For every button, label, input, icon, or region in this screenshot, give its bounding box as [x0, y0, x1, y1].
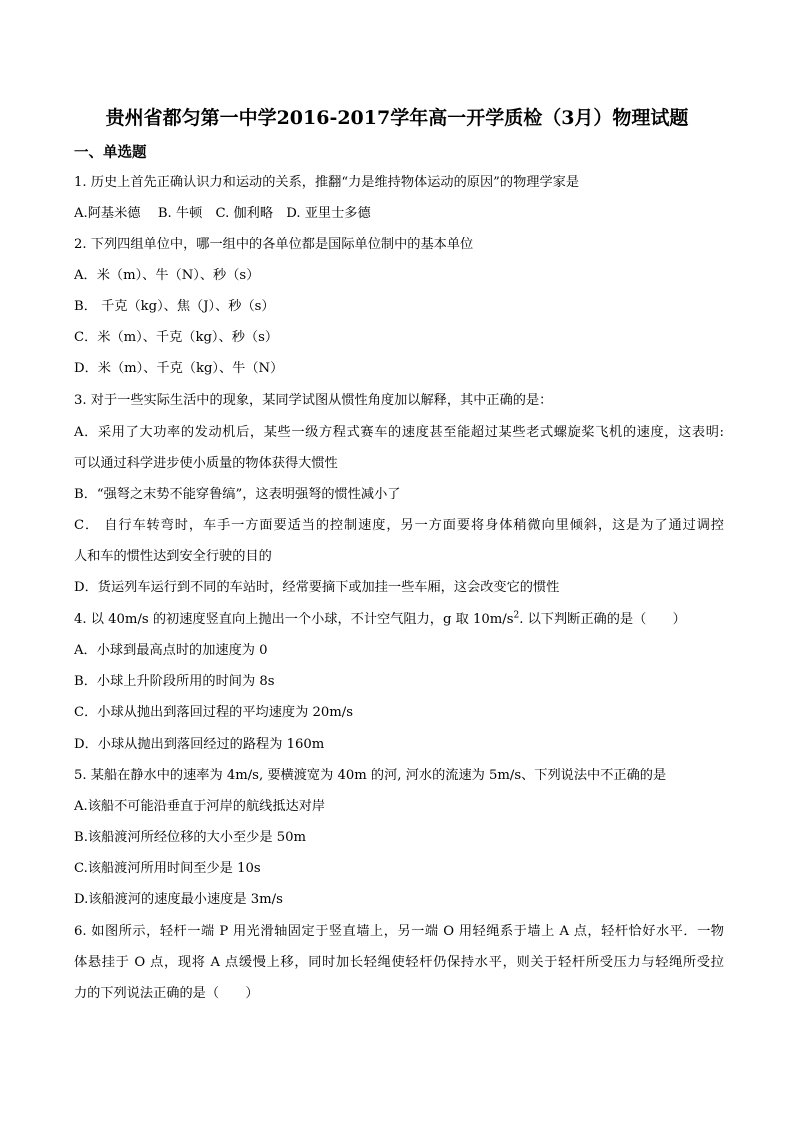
question-3-stem: 3. 对于一些实际生活中的现象，某同学试图从惯性角度加以解释，其中正确的是：	[74, 393, 553, 408]
question-6-line2: 体悬挂于 O 点，现将 A 点缓慢上移，同时加长轻绳使轻杆仍保持水平，则关于轻杆所受压力与轻绳所受拉	[74, 955, 724, 970]
question-4-stem-main: 4. 以 40m/s 的初速度竖直向上抛出一个小球，不计空气阻力，g 取 10m/s	[74, 612, 514, 627]
question-5-option-c: C.该船渡河所用时间至少是 10s	[74, 861, 261, 876]
question-3-option-c-line1: C． 自行车转弯时，车手一方面要适当的控制速度，另一方面要将身体稍微向里倾斜，这是为了通过调控	[74, 518, 724, 533]
question-4-option-b: B．小球上升阶段所用的时间为 8s	[74, 674, 275, 689]
question-2-option-a: A．米（m）、牛（N）、秒（s）	[74, 268, 260, 283]
question-4-stem-end: . 以下判断正确的是（ ）	[519, 612, 686, 627]
question-4-option-d: D．小球从抛出到落回经过的路程为 160m	[74, 737, 325, 752]
question-4-option-c: C．小球从抛出到落回过程的平均速度为 20m/s	[74, 705, 353, 720]
question-6-line3: 力的下列说法正确的是（ ）	[74, 986, 259, 1001]
question-2-stem: 2. 下列四组单位中，哪一组中的各单位都是国际单位制中的基本单位	[74, 237, 474, 252]
question-1-options: A.阿基米德 B. 牛顿 C. 伽利略 D. 亚里士多德	[74, 206, 371, 221]
question-5-option-d: D.该船渡河的速度最小速度是 3m/s	[74, 892, 283, 907]
question-6-line1: 6. 如图所示，轻杆一端 P 用光滑轴固定于竖直墙上，另一端 O 用轻绳系于墙上 A 点，轻杆恰好水平．一物	[74, 924, 724, 939]
question-5-option-b: B.该船渡河所经位移的大小至少是 50m	[74, 830, 306, 845]
question-5-option-a: A.该船不可能沿垂直于河岸的航线抵达对岸	[74, 799, 326, 814]
question-3-option-c-line2: 人和车的惯性达到安全行驶的目的	[74, 549, 272, 564]
question-2-option-b: B． 千克（kg）、焦（J）、秒（s）	[74, 299, 275, 314]
question-2-option-d: D．米（m）、千克（kg）、牛（N）	[74, 361, 284, 376]
section-heading: 一、单选题	[74, 144, 147, 161]
question-3-option-a-line1: A．采用了大功率的发动机后，某些一级方程式赛车的速度甚至能超过某些老式螺旋桨飞机的速度，这表明:	[74, 425, 724, 440]
question-4-stem	[74, 609, 724, 631]
question-3-option-a-line2: 可以通过科学进步使小质量的物体获得大惯性	[74, 456, 338, 471]
question-3-option-b: B．“强弩之末势不能穿鲁缟”，这表明强弩的惯性减小了	[74, 487, 401, 502]
page-title: 贵州省都匀第一中学2016-2017学年高一开学质检（3月）物理试题	[105, 107, 689, 129]
question-3-option-d: D．货运列车运行到不同的车站时，经常要摘下或加挂一些车厢，这会改变它的惯性	[74, 580, 560, 595]
question-2-option-c: C．米（m）、千克（kg）、秒（s）	[74, 330, 279, 345]
question-4-stem-superscript: 2	[513, 610, 520, 621]
question-4-option-a: A．小球到最高点时的加速度为 0	[74, 643, 268, 658]
question-5-stem: 5. 某船在静水中的速率为 4m/s, 要横渡宽为 40m 的河, 河水的流速为 5m/s、下列说法中不正确的是	[74, 768, 667, 783]
question-1-stem: 1. 历史上首先正确认识力和运动的关系，推翻“力是维持物体运动的原因”的物理学家是	[74, 175, 580, 190]
